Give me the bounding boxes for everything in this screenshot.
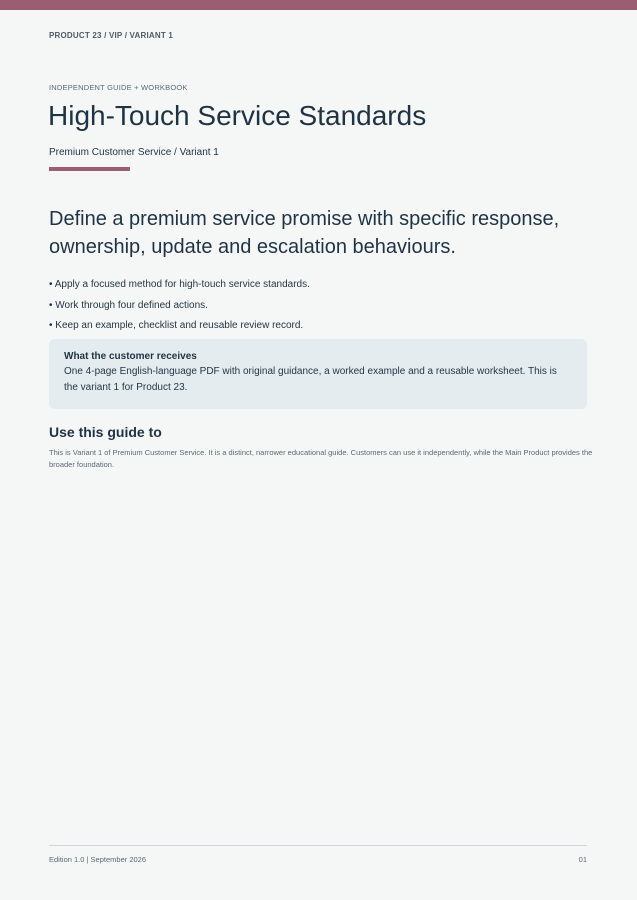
footer-edition: Edition 1.0 | September 2026 <box>49 855 147 864</box>
bullet-item: • Work through four defined actions. <box>49 299 208 311</box>
bullet-item: • Keep an example, checklist and reusable review record. <box>49 320 304 331</box>
bullet-item: • Apply a focused method for high-touch service standards. <box>49 279 310 290</box>
eyebrow-label: INDEPENDENT GUIDE + WORKBOOK <box>49 83 188 92</box>
customer-receives-panel <box>49 339 587 409</box>
panel-heading: What the customer receives <box>64 351 197 362</box>
section-heading: Use this guide to <box>49 424 162 440</box>
top-accent-band <box>0 0 637 10</box>
lead-statement: Define a premium service promise with specific response, ownership, update and escalation behaviours. <box>49 208 560 258</box>
panel-body: One 4-page English-language PDF with original guidance, a worked example and a reusable worksheet. This is the variant 1 for Product 23. <box>64 366 557 393</box>
page-subtitle: Premium Customer Service / Variant 1 <box>49 147 219 158</box>
footer-page-number: 01 <box>578 855 587 864</box>
bullet-list <box>49 278 310 340</box>
accent-rule <box>49 167 130 171</box>
section-body: This is Variant 1 of Premium Customer Service. It is a distinct, narrower educational guide. Customers can use it independently, while the Main Product provides the broader foundation. <box>49 448 593 469</box>
footer-divider <box>49 845 587 846</box>
page-title: High-Touch Service Standards <box>48 100 427 131</box>
breadcrumb: PRODUCT 23 / VIP / VARIANT 1 <box>49 31 173 40</box>
